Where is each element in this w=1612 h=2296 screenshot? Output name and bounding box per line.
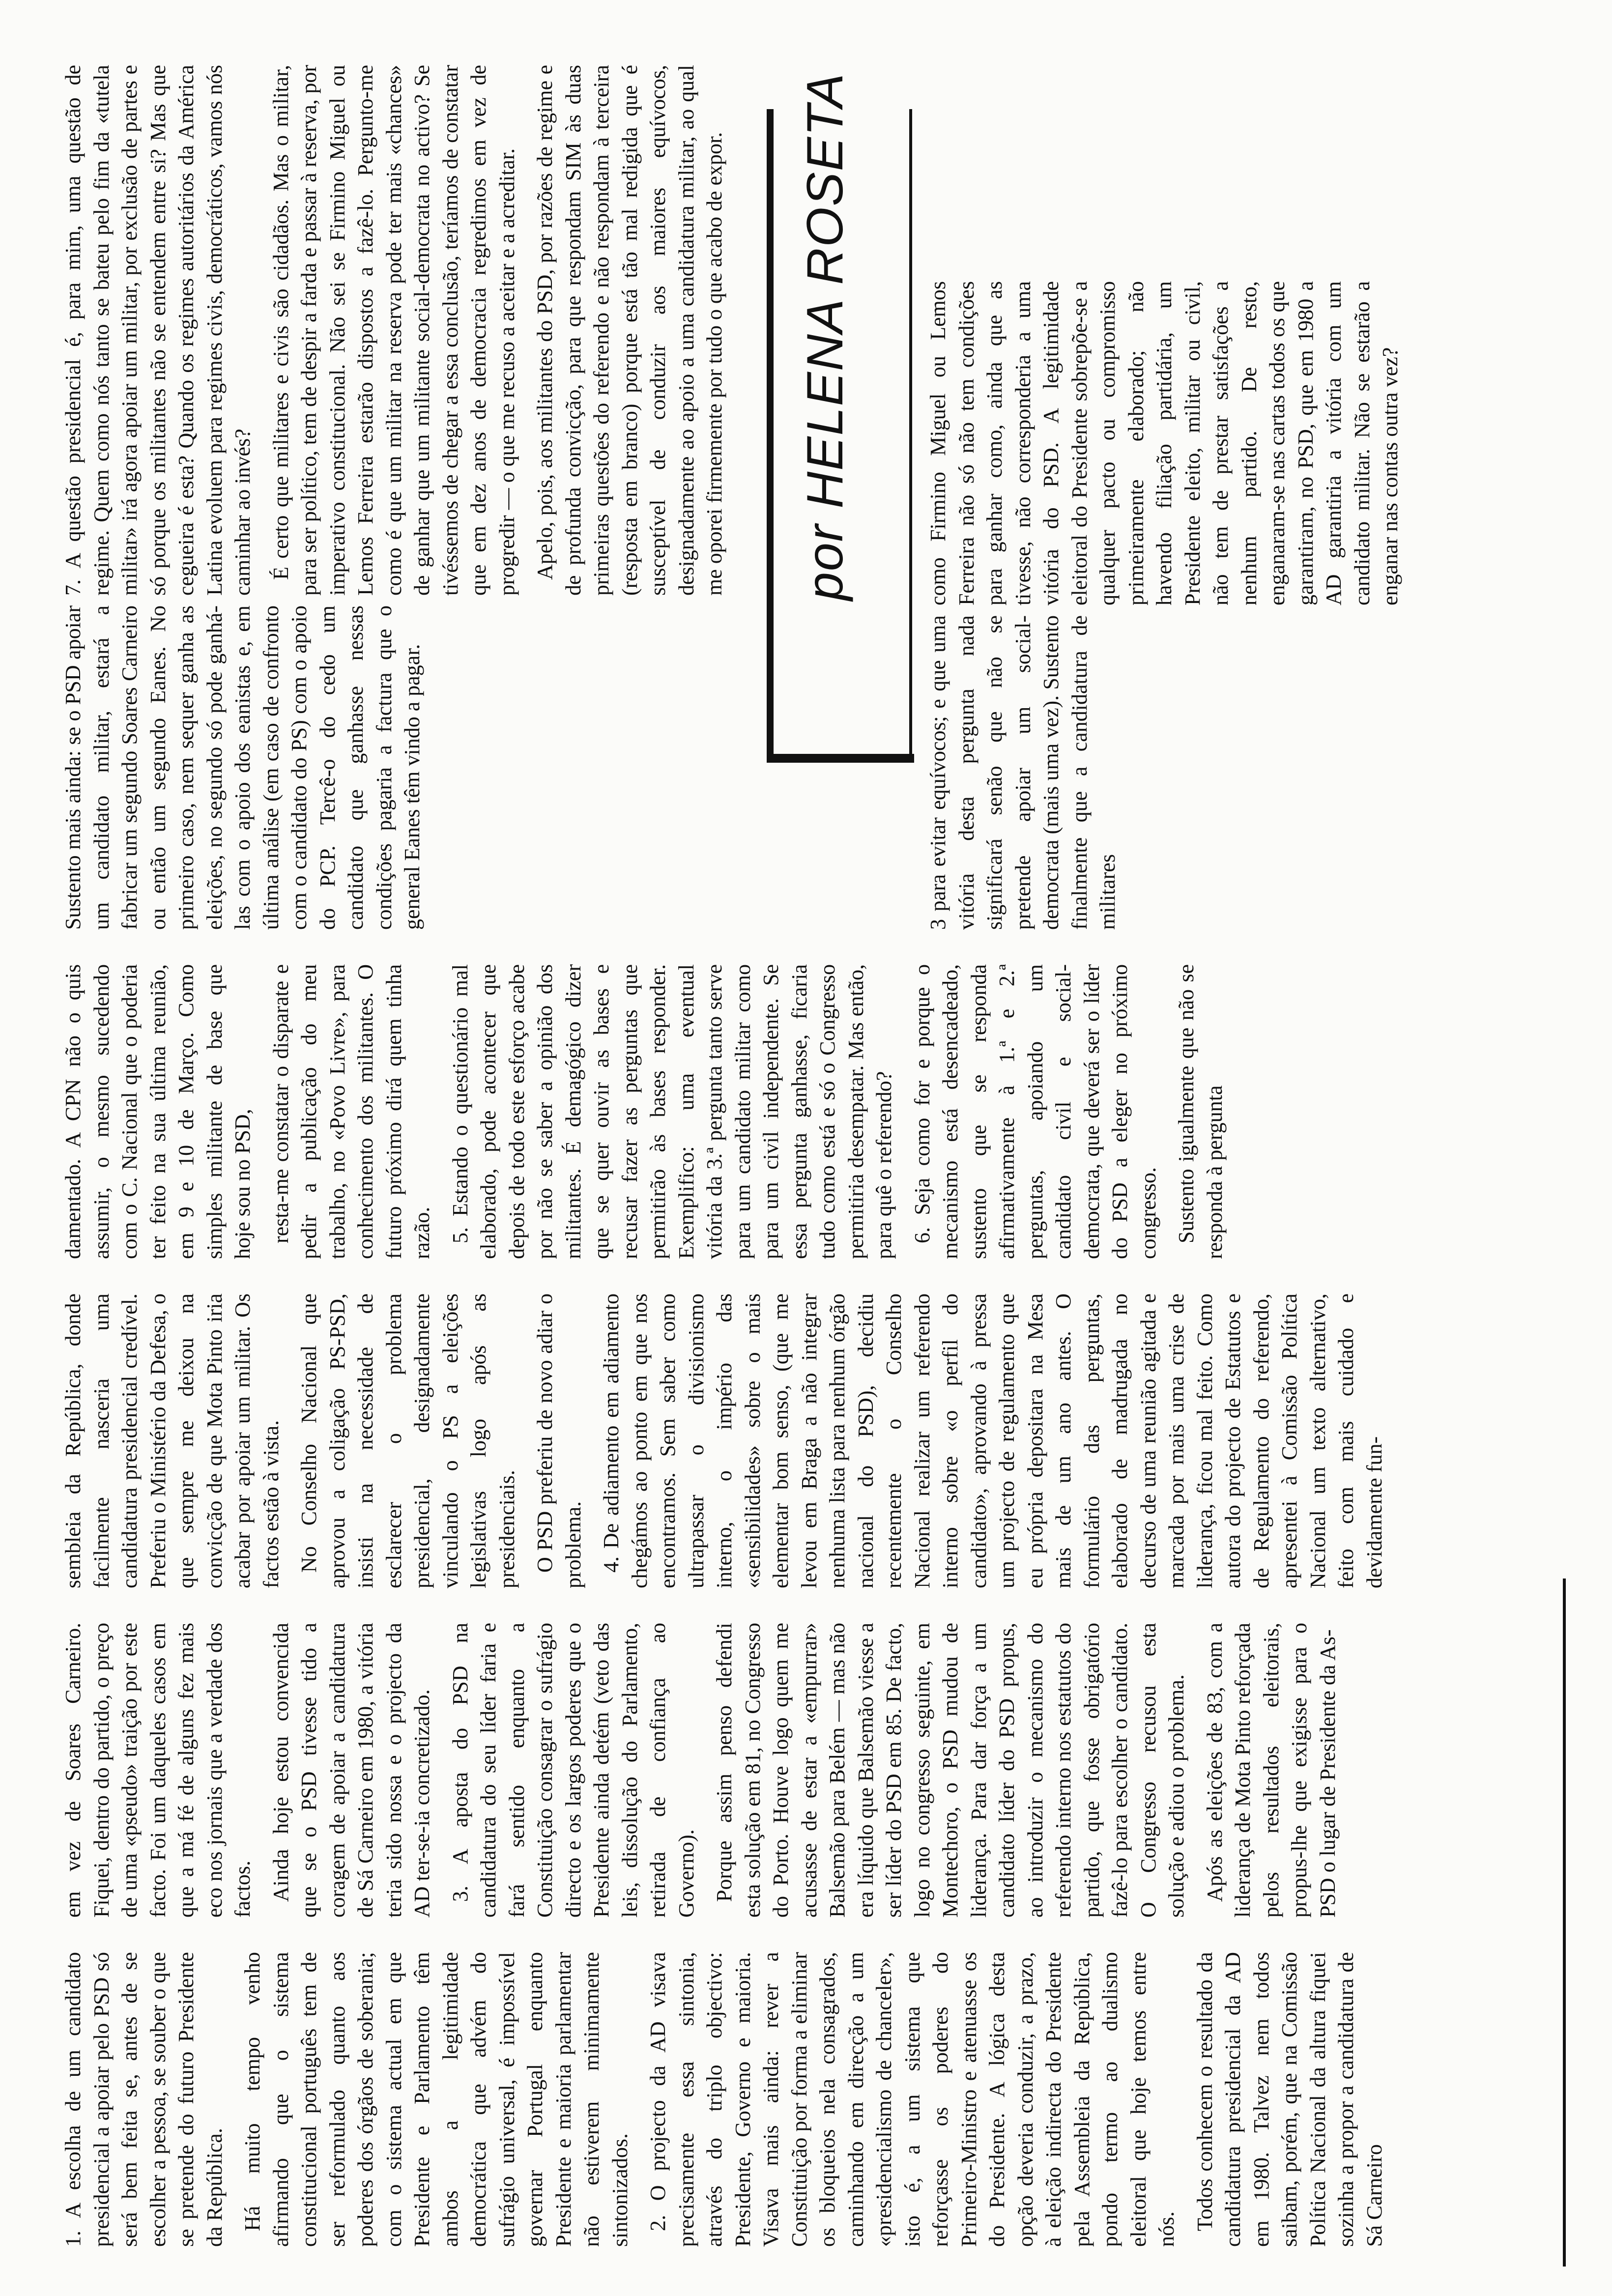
paragraph: 3 para evitar equívocos; e que uma vitória desta pergunta nada significará senão que não se pretende apoiar um social-democrata (mais uma vez). Sustento finalmente que a candidatura de militares — [926, 615, 1120, 930]
paragraph: O PSD preferiu de novo adiar o problema. — [533, 1293, 585, 1588]
paragraph: Há muito tempo venho afirmando que o sistema constitucional português tem de ser reformulado quanto aos poderes dos órgãos de soberania; com o sistema actual em que Presidente e Parlamento têm ambos a legitimidade democrática que advém do sufrágio universal, é impossível governar Portugal enquanto Presidente e maioria parlamentar não estiverem minimamente sintonizados. — [240, 1952, 632, 2247]
paragraph: Porque assim penso defendi esta solução em 81, no Congresso do Porto. Houve logo quem me acusasse de estar a «empurrar» Balsemão para Belém — mas não era líquido que Balsemão viesse a ser líder do PSD em 85. De facto, logo no congresso seguinte, em Montechoro, o PSD mudou de liderança. Para dar força a um candidato líder do PSD propus, ao introduzir o mecanismo do referendo interno nos estatutos do partido, que fosse obrigatório fazê-lo para escolher o candidato. O Congresso recusou esta solução e adiou o problema. — [712, 1623, 1188, 1918]
byline-rule-bottom — [909, 109, 912, 763]
paragraph: 5. Estando o questionário mal elaborado, pode acontecer que depois de todo este esforço acabe por não se saber a opinião dos militantes. É demagógico dizer que se quer ouvir as bases e recusar fazer as perguntas que permitirão às bases responder. Exemplifico: uma eventual vitória da 3.ª pergunta tanto serve para um candidato militar como para um civil independente. Se essa pergunta ganhasse, ficaria tudo como está e só o Congresso permitiria desempatar. Mas então, para quê o referendo? — [448, 964, 896, 1259]
paragraph: 1. A escolha de um candidato presidencial a apoiar pelo PSD só será bem feita se, antes de se escolher a pessoa, se souber o que se pretende do futuro Presidente da República. — [61, 1952, 227, 2247]
byline-rule-top — [767, 109, 774, 763]
paragraph: 7. A questão presidencial é, para mim, uma questão de regime. Quem como nós tanto se bateu pelo fim da «tutela militar» irá agora apoiar um militar, por exclusão de partes e só porque os militantes não se entendem entre si? Mas que cegueira é esta? Quando os regimes autoritários da América Latina evoluem para regimes civis, democráticos, vamos nós caminhar ao invés? — [61, 65, 255, 596]
paragraph: Apelo, pois, aos militantes do PSD, por razões de regime e de profunda convicção, para que respondam SIM às duas primeiras questões do referendo e não respondam à terceira (resposta em branco) porque está tão mal redigida que é susceptível de conduzir aos maiores equívocos, designadamente ao apoio a uma candidatura militar, ao qual me oporei firmemente por tudo o que acabo de expor. — [533, 65, 726, 596]
page-divider-line — [1563, 1578, 1566, 2267]
paragraph: No Conselho Nacional que aprovou a coligação PS-PSD, insisti na necessidade de esclarecer o problema presidencial, designadamente vinculando o PS a eleições legislativas logo após as presidenciais. — [297, 1293, 519, 1588]
paragraph: 2. O projecto da AD visava precisamente essa sintonia, através do triplo objectivo: Presidente, Governo e maioria. Visava mais ainda: rever a Constituição por forma a eliminar os bloqueios nela consagrados, caminhando em direcção a um «presidencialismo de chanceler», isto é, a um sistema que reforçasse os poderes do Primeiro-Ministro e atenuasse os do Presidente. A lógica desta opção deveria conduzir, a prazo, à eleição indirecta do Presidente pela Assembleia da República, pondo termo ao dualismo eleitoral que hoje temos entre nós. — [646, 1952, 1179, 2247]
article-column-6 — [59, 65, 757, 596]
article-column-5a — [924, 615, 1494, 930]
paragraph: 3. A aposta do PSD na candidatura do seu líder faria e fará sentido enquanto a Constituição consagrar o sufrágio directo e os largos poderes que o Presidente ainda detém (veto das leis, dissolução do Parlamento, retirada de confiança ao Governo). — [448, 1623, 698, 1918]
paragraph: resta-me constatar o disparate e pedir a publicação do meu trabalho, no «Povo Livre», para conhecimento dos militantes. O futuro próximo dirá quem tinha razão. — [268, 964, 434, 1259]
paragraph: Ainda hoje estou convencida que se o PSD tivesse tido a coragem de apoiar a candidatura de Sá Carneiro em 1980, a vitória teria sido nossa e o projecto da AD ter-se-ia concretizado. — [268, 1623, 434, 1918]
paragraph: damentado. A CPN não o quis assumir, o mesmo sucedendo com o C. Nacional que o poderia ter feito na sua última reunião, em 9 e 10 de Março. Como simples militante de base que hoje sou no PSD, — [61, 964, 255, 1259]
paragraph: Sustento mais ainda: se o PSD apoiar um candidato militar, estará a fabricar um segundo Soares Carneiro ou então um segundo Eanes. No primeiro caso, nem sequer ganha as eleições, no segundo só pode ganhá-las com o apoio dos eanistas e, em última análise (em caso de confronto com o candidato do PS) com o apoio do PCP. Tercê-o do cedo um candidato que ganhasse nessas condições pagaria a factura que o general Eanes têm vindo a pagar. — [61, 605, 424, 930]
paragraph: Sustento igualmente que não se responda à pergunta — [1174, 964, 1227, 1259]
paragraph: sembleia da República, donde facilmente nasceria uma candidatura presidencial credível. Preferiu o Ministério da Defesa, o que sempre me deixou na convicção de que Mota Pinto iria acabar por apoiar um militar. Os factos estão à vista. — [61, 1293, 283, 1588]
byline-rule-left — [767, 754, 914, 763]
author-byline: por HELENA ROSETA — [797, 72, 854, 601]
paragraph: 6. Seja como for e porque o mecanismo está desencadeado, sustento que se responda afirmativamente à 1.ª e 2.ª perguntas, apoiando um candidato civil e social-democrata, que deverá ser o líder do PSD a eleger no próximo congresso. — [910, 964, 1160, 1259]
paragraph: 4. De adiamento em adiamento chegámos ao ponto em que nos encontramos. Sem saber como ultrapassar o divisionismo interno, o império das «sensibilidades» sobre o mais elementar bom senso, (que me levou em Braga a não integrar nenhuma lista para nenhum órgão nacional do PSD), decidiu recentemente o Conselho Nacional realizar um referendo interno sobre «o perfil do candidato», aprovando à pressa um projecto de regulamento que eu própria depositara na Mesa mais de um ano antes. O formulário das perguntas, elaborado de madrugada no decurso de uma reunião agitada e marcada por mais uma crise de liderança, ficou mal feito. Como autora do projecto de Estatutos e de Regulamento do referendo, apresentei à Comissão Política Nacional um texto alternativo, feito com mais cuidado e devidamente fun- — [599, 1293, 1386, 1588]
paragraph: É certo que militares e civis são cidadãos. Mas o militar, para ser político, tem de despir a farda e passar à reserva, por imperativo constitucional. Não sei se Firmino Miguel ou Lemos Ferreira estarão dispostos a fazê-lo. Pergunto-me como é que um militar na reserva pode ter mais «chances» de ganhar que um militante social-democrata no activo? Se tivéssemos de chegar a essa conclusão, teríamos de constatar que em dez anos de democracia regredimos em vez de progredir — o que me recuso a aceitar e a acreditar. — [268, 65, 519, 596]
article-column-3 — [59, 1293, 1494, 1588]
article-column-1 — [59, 1952, 1494, 2247]
article-column-5b — [924, 281, 1494, 605]
byline-band — [767, 72, 914, 763]
paragraph: como Firmino Miguel ou Lemos Ferreira não só não tem condições para ganhar como, ainda que as tivesse, não corresponderia a uma vitória do PSD. A legitimidade eleitoral do Presidente sobrepõe-se a qualquer pacto ou compromisso primeiramente elaborado; não havendo filiação partidária, um Presidente eleito, militar ou civil, não tem de prestar satisfações a nenhum partido. De resto, enganaram-se nas cartas todos os que garantiram, no PSD, que em 1980 a AD garantiria a vitória com um candidato militar. Não se estarão a enganar nas contas outra vez? — [926, 281, 1402, 605]
article-column-4 — [59, 964, 1494, 1259]
paragraph: Após as eleições de 83, com a liderança de Mota Pinto reforçada pelos resultados eleitorais, propus-lhe que exigisse para o PSD o lugar de Presidente da As- — [1202, 1623, 1340, 1918]
paragraph: Todos conhecem o resultado da candidatura presidencial da AD em 1980. Talvez nem todos saibam, porém, que na Comissão Política Nacional da altura fiquei sozinha a propor a candidatura de Sá Carneiro — [1192, 1952, 1386, 2247]
article-column-2 — [59, 1623, 1494, 1918]
article-column-5c — [59, 605, 757, 930]
paragraph: em vez de Soares Carneiro. Fiquei, dentro do partido, o preço de uma «pseudo» traição por este facto. Foi um daqueles casos em que a má fé de alguns fez mais eco nos jornais que a verdade dos factos. — [61, 1623, 255, 1918]
